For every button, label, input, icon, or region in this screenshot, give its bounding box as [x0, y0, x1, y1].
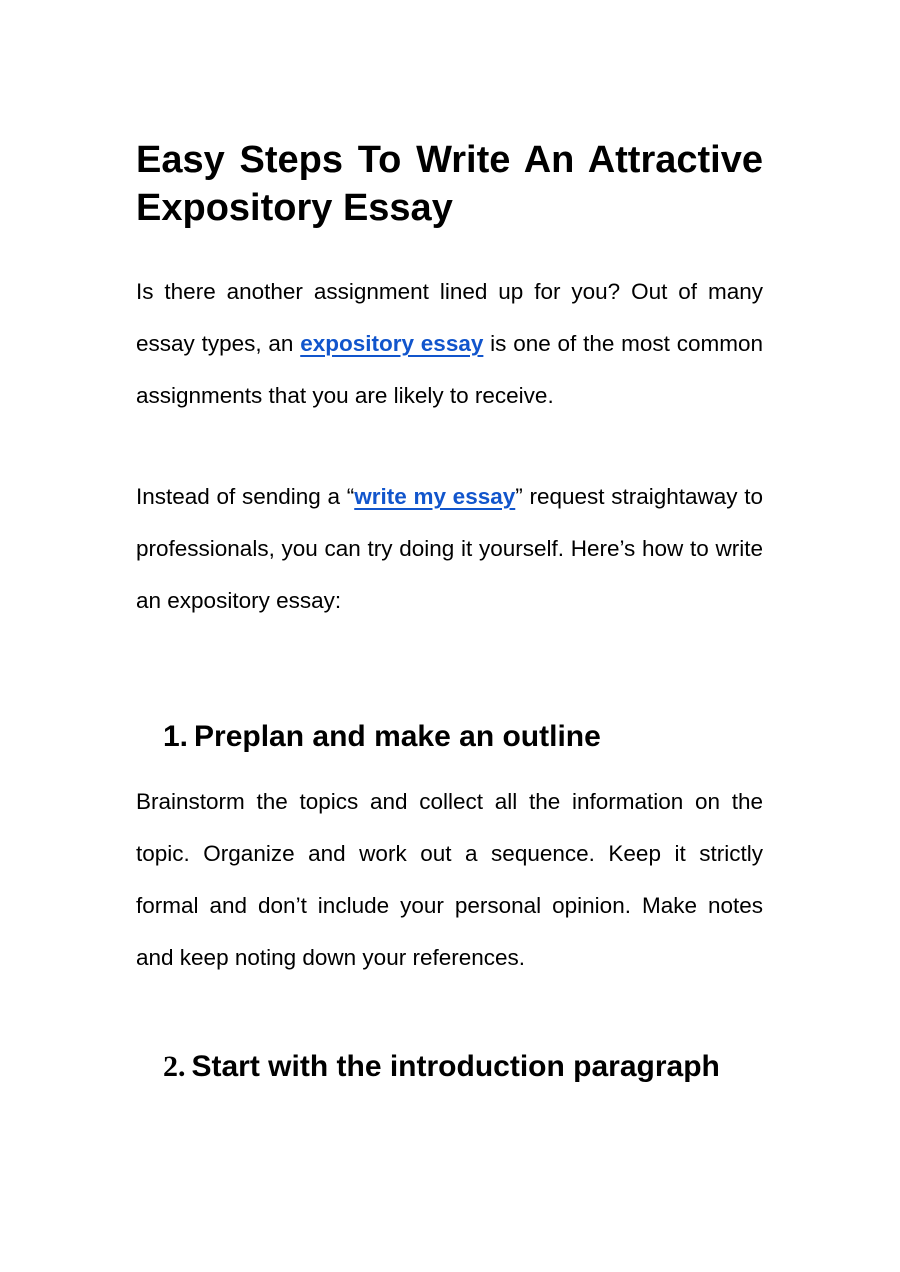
step-2-heading — [136, 1049, 763, 1085]
step-2-number: 2. — [163, 1050, 186, 1083]
text-run: is one of the most common assignments that you are likely to receive. — [136, 331, 764, 408]
second-paragraph — [136, 471, 763, 627]
expository-essay-link[interactable]: expository essay — [300, 331, 484, 356]
intro-paragraph — [136, 266, 763, 422]
write-my-essay-link[interactable]: write my essay — [354, 484, 516, 509]
step-1-heading — [136, 719, 763, 755]
document-title: Easy Steps To Write An Attractive Expository Essay — [136, 139, 763, 229]
step-2-heading-label: Start with the introduction paragraph — [191, 1050, 720, 1083]
text-run: Instead of sending a “ — [136, 484, 355, 509]
step-1-heading-label: Preplan and make an outline — [194, 720, 601, 753]
step-1-body: Brainstorm the topics and collect all the information on the topic. Organize and work out a sequence. Keep it strictly formal and don’t include your personal opinion. Make notes and keep noting down your references. — [136, 789, 763, 970]
text-run: Is there another assignment lined up for you? Out of many essay types, an — [136, 279, 763, 356]
step-1-number: 1. — [163, 720, 189, 753]
text-run: ” request straightaway to professionals, you can try doing it yourself. Here’s how to write an expository essay: — [136, 484, 764, 613]
